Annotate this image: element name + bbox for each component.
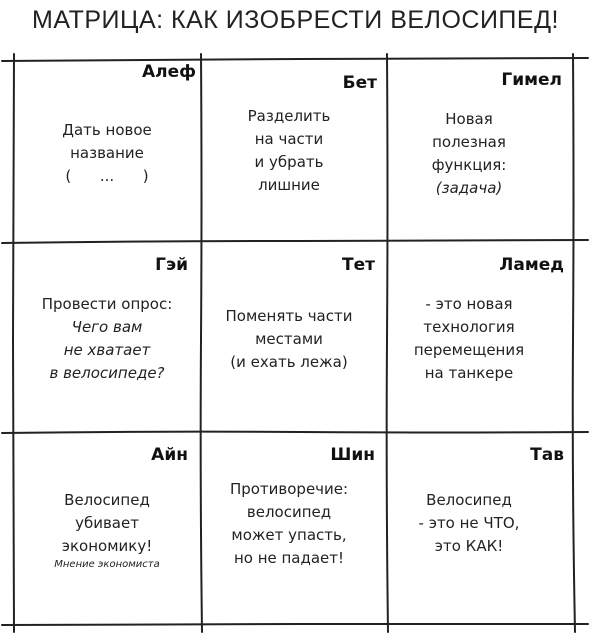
cell-line: Разделить	[247, 107, 331, 125]
cell-line: Новая	[445, 110, 493, 128]
cell-line: - это новая	[425, 295, 513, 313]
page-title: МАТРИЦА: КАК ИЗОБРЕСТИ ВЕЛОСИПЕД!	[32, 6, 559, 34]
cell-line: (и ехать лежа)	[230, 353, 348, 371]
grid-line-h2	[2, 432, 588, 433]
cell-line: Дать новое	[62, 121, 152, 139]
cell-line: технология	[423, 318, 515, 336]
cell-text-ayin	[14, 489, 200, 572]
cell-line: может упасть,	[231, 526, 347, 544]
grid-line-right	[573, 54, 575, 632]
cell-line: (задача)	[435, 179, 503, 197]
cell-line: Поменять части	[225, 307, 353, 325]
cell-line: не хватает	[63, 341, 151, 359]
cell-title-gey: Гэй	[155, 255, 188, 275]
cell-line: название	[70, 144, 144, 162]
cell-note: Мнение экономиста	[54, 559, 160, 570]
cell-text-lamed	[376, 293, 562, 385]
cell-line: Велосипед	[426, 491, 512, 509]
cell-line: Чего вам	[71, 318, 143, 336]
cell-line: на танкере	[424, 364, 514, 382]
cell-text-gey	[14, 293, 200, 385]
cell-text-tet	[196, 305, 382, 374]
cell-text-tav	[376, 489, 562, 558]
cell-text-alef	[14, 119, 200, 188]
cell-text-gimel	[376, 108, 562, 200]
cell-title-shin: Шин	[330, 445, 375, 465]
cell-line: экономику!	[61, 537, 153, 555]
cell-line: перемещения	[413, 341, 525, 359]
cell-title-gimel: Гимел	[501, 70, 562, 90]
cell-title-tav: Тав	[530, 445, 564, 465]
cell-line: полезная	[432, 133, 506, 151]
cell-title-lamed: Ламед	[499, 255, 564, 275]
cell-line: Велосипед	[64, 491, 150, 509]
cell-title-ayin: Айн	[151, 445, 188, 465]
cell-line: Противоречие:	[229, 480, 349, 498]
cell-line: убивает	[75, 514, 139, 532]
cell-text-shin	[196, 478, 382, 570]
cell-line: в велосипеде?	[49, 364, 165, 382]
cell-line: - это не ЧТО,	[418, 514, 520, 532]
cell-line: лишние	[258, 176, 320, 194]
cell-line: на части	[254, 130, 324, 148]
cell-line: местами	[255, 330, 323, 348]
grid-line-h1	[2, 240, 588, 243]
cell-title-bet: Бет	[342, 73, 377, 93]
cell-line: это КАК!	[434, 537, 504, 555]
cell-line: функция:	[431, 156, 507, 174]
cell-title-alef: Алеф	[141, 62, 196, 82]
cell-line: велосипед	[246, 503, 332, 521]
cell-line: Провести опрос:	[41, 295, 173, 313]
cell-line: но не падает!	[233, 549, 345, 567]
cell-line: и убрать	[254, 153, 324, 171]
grid-line-top	[2, 58, 588, 61]
cell-title-tet: Тет	[342, 255, 375, 275]
cell-line: ( ... )	[65, 167, 149, 185]
grid-line-bottom	[2, 624, 588, 625]
cell-text-bet	[196, 105, 382, 197]
